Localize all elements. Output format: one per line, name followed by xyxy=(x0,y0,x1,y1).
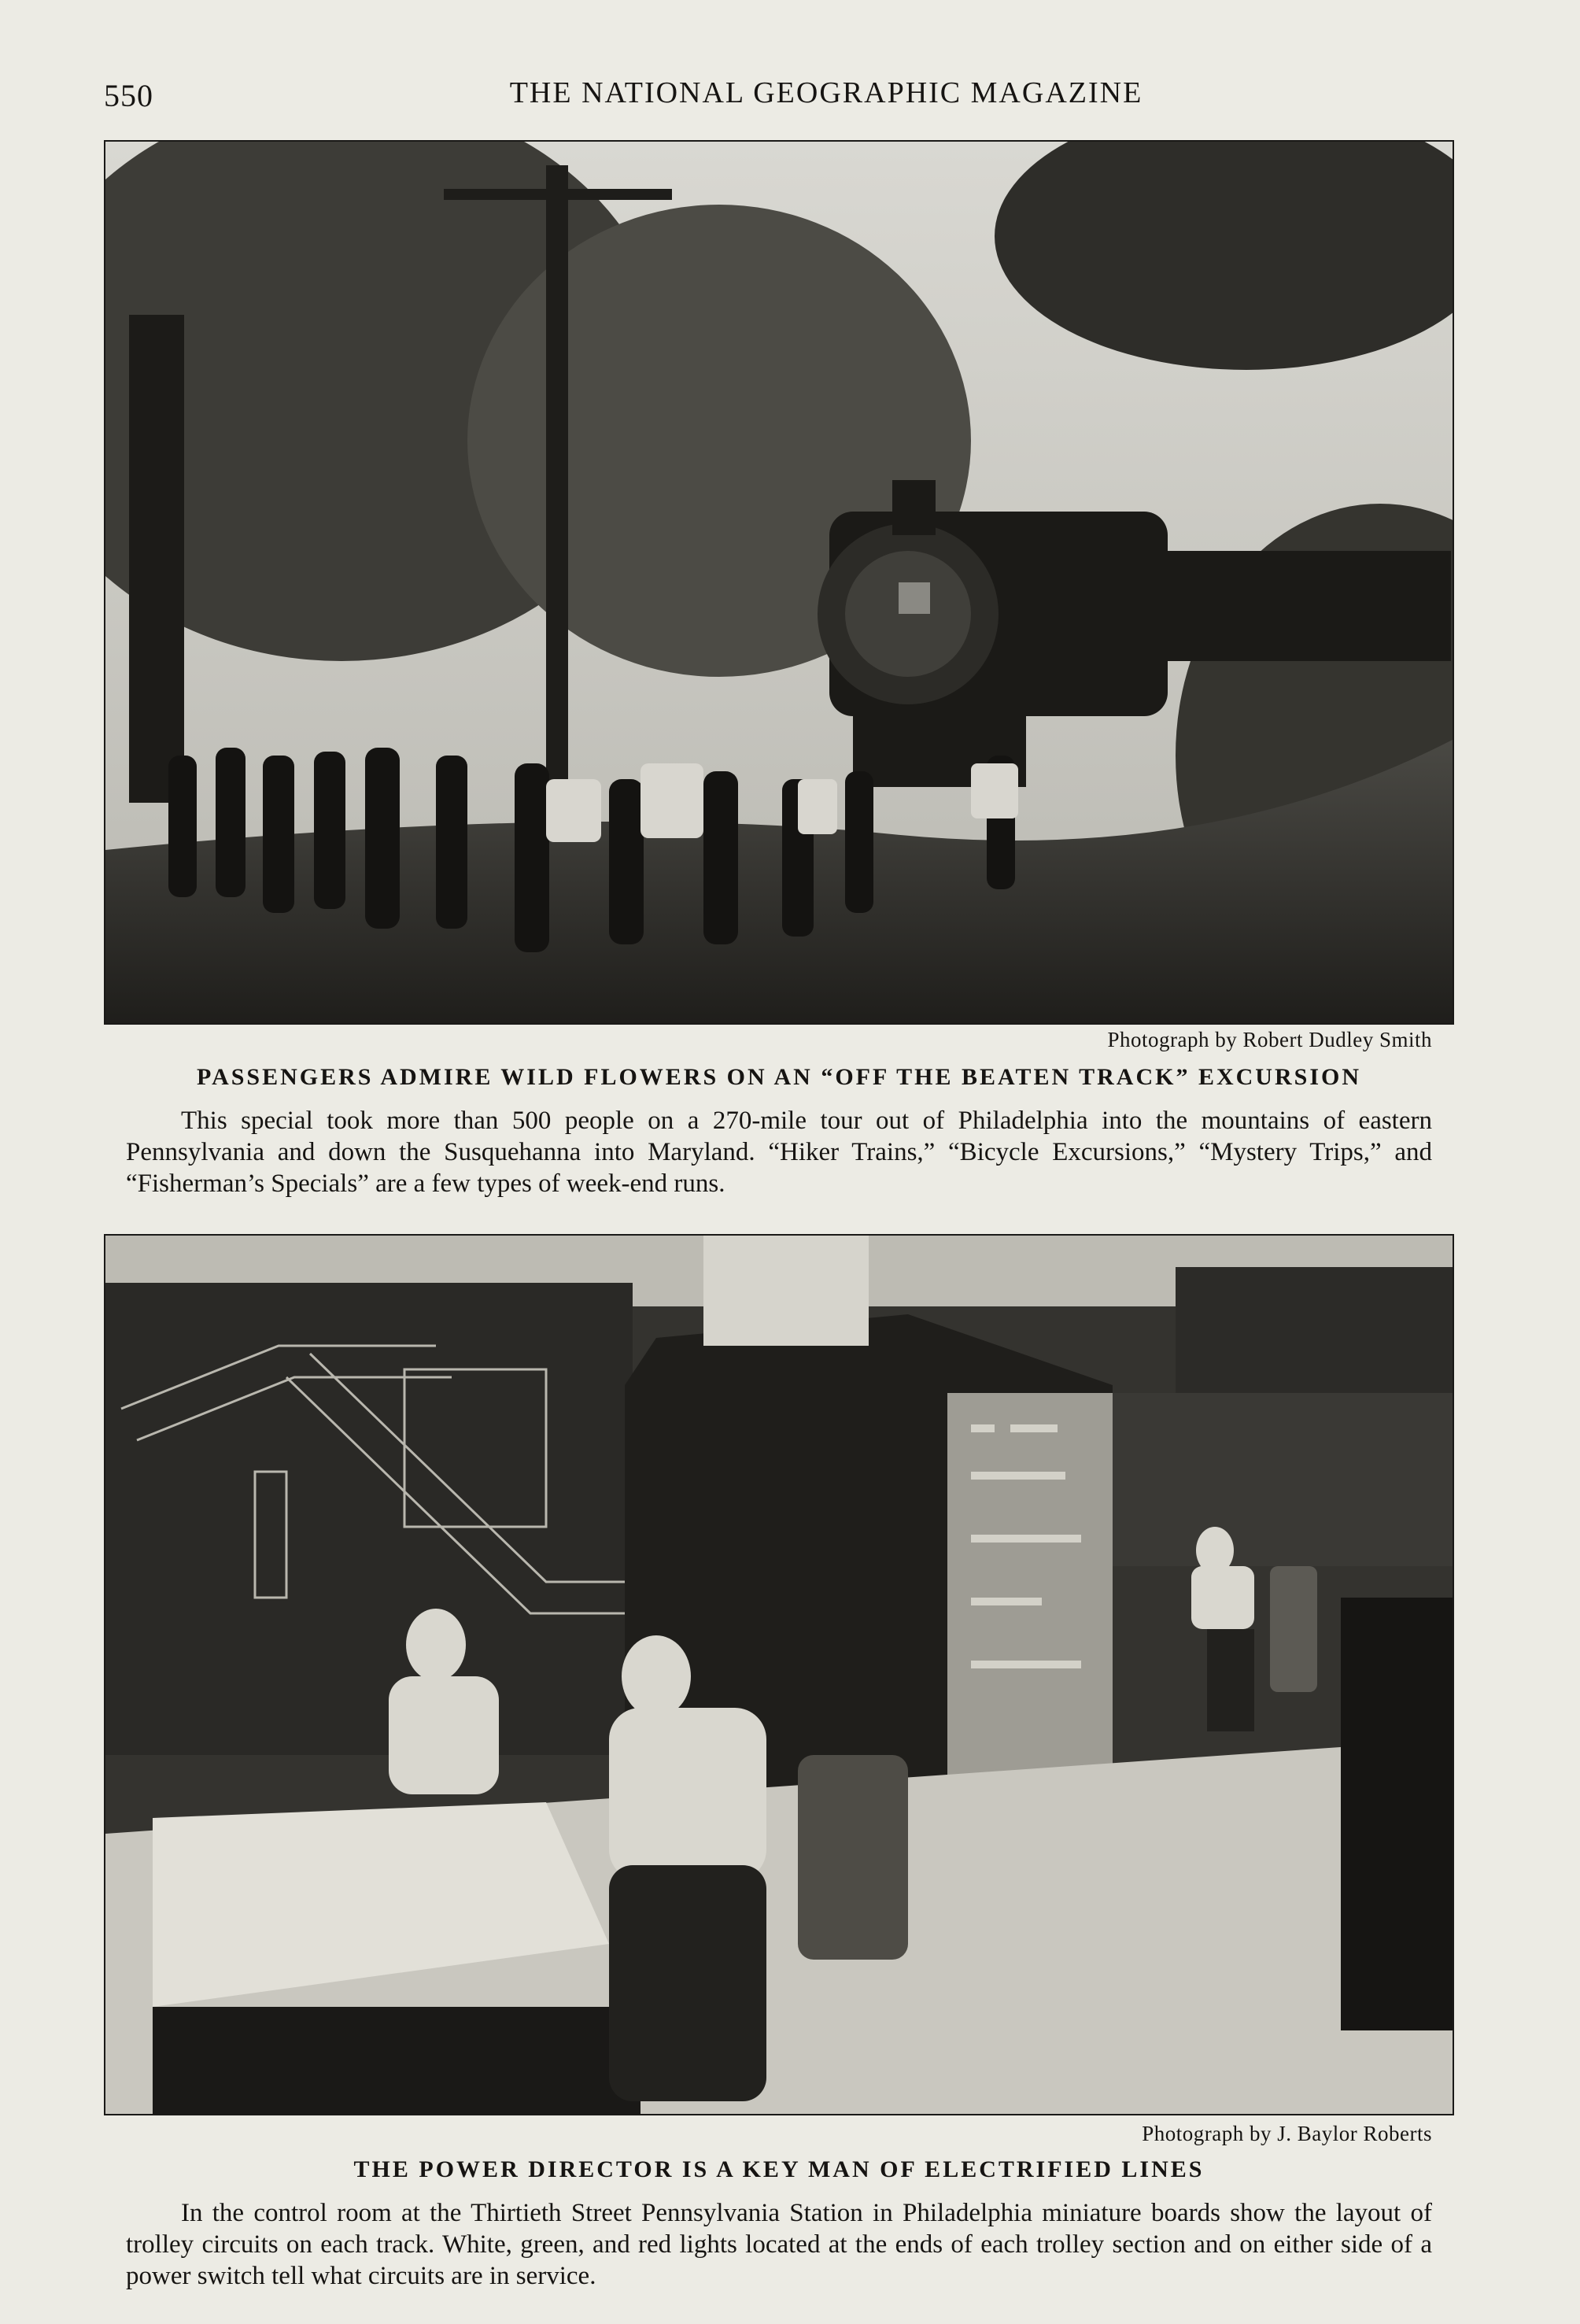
page-number: 550 xyxy=(104,78,153,113)
photo-control-room xyxy=(105,1236,1453,2114)
caption-body-2: In the control room at the Thirtieth Street Pennsylvania Station in Philadelphia miniature boards show the layout of trolley circuits on each track. White, green, and red lights located at the ends of each trolley section and on either side of a power switch tell what circuits are in service. xyxy=(126,2199,1432,2290)
photo-locomotive-excursion xyxy=(105,142,1453,1023)
photo-credit-2: Photograph by J. Baylor Roberts xyxy=(1142,2122,1432,2145)
caption-title-1: PASSENGERS ADMIRE WILD FLOWERS ON AN “OFF THE BEATEN TRACK” EXCURSION xyxy=(196,1064,1361,1090)
caption-body-1: This special took more than 500 people on a 270-mile tour out of Philadelphia into the mountains of eastern Pennsylvania and down the Susquehanna into Maryland. “Hiker Trains,” “Bicycle Excursions,” “Mystery Trips,” and “Fisherman’s Specials” are a few types of week-end runs. xyxy=(126,1107,1432,1198)
photo-credit-1: Photograph by Robert Dudley Smith xyxy=(1107,1028,1432,1051)
running-head: THE NATIONAL GEOGRAPHIC MAGAZINE xyxy=(509,76,1143,109)
caption-title-2: THE POWER DIRECTOR IS A KEY MAN OF ELECTRIFIED LINES xyxy=(353,2156,1205,2182)
